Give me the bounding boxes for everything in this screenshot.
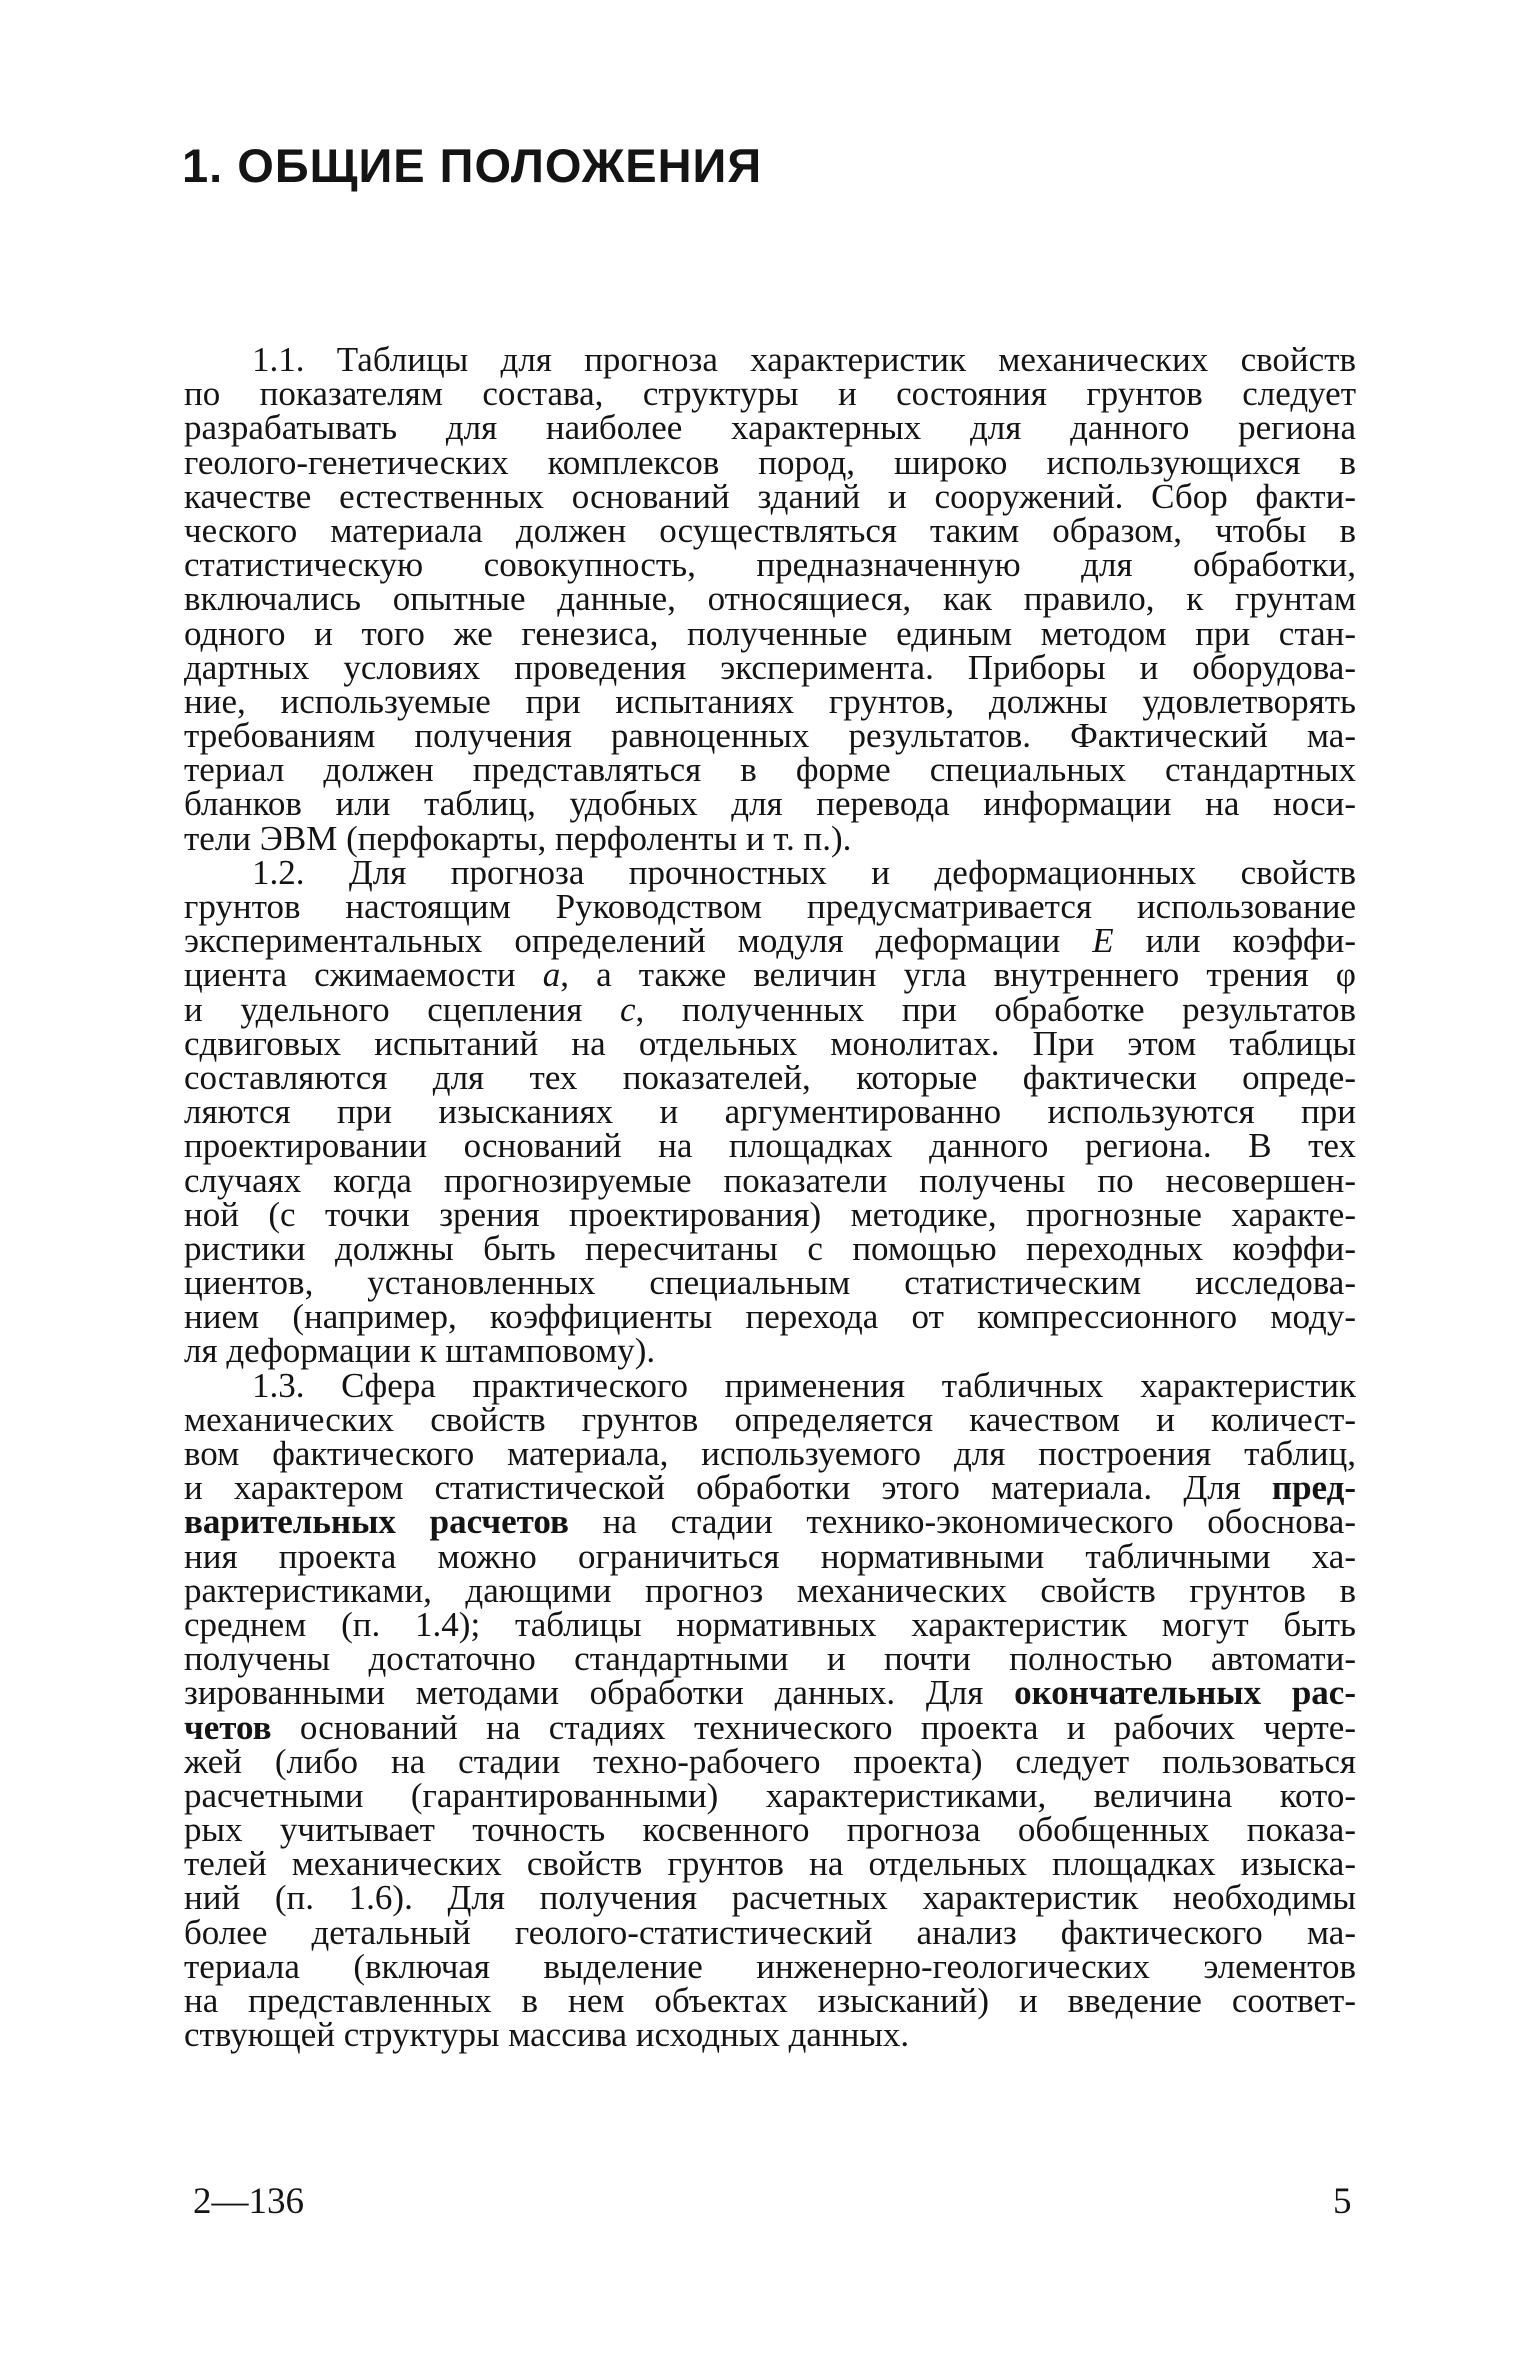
variable-a: a — [542, 955, 561, 995]
text-line: териала (включая выделение инженерно-геологических элементов — [184, 1946, 1356, 1986]
text-line: механических свойств грунтов определяется качеством и количест- — [184, 1399, 1356, 1439]
text-line: геолого-генетических комплексов пород, широко использующихся в — [184, 442, 1356, 482]
variable-e: E — [1092, 921, 1114, 961]
text-line: циента сжимаемости a, а также величин угла внутреннего трения φ — [184, 955, 1356, 995]
text-line: 1.2. Для прогноза прочностных и деформационных свойств — [252, 852, 1356, 892]
page-number: 5 — [1333, 2181, 1352, 2222]
body-text — [184, 340, 1357, 2055]
text-line: и характером статистической обработки этого материала. Для пред- — [184, 1468, 1356, 1508]
text-line: по показателям состава, структуры и состояния грунтов следует — [184, 374, 1356, 414]
text-line: расчетными (гарантированными) характеристиками, величина кото- — [184, 1775, 1356, 1815]
text-line: нием (например, коэффициенты перехода от компрессионного моду- — [184, 1297, 1356, 1337]
text-line: проектировании оснований на площадках данного региона. В тех — [184, 1126, 1356, 1166]
text-line: ческого материала должен осуществляться таким образом, чтобы в — [184, 510, 1356, 550]
text-line: получены достаточно стандартными и почти полностью автомати- — [184, 1639, 1356, 1679]
text-line: четов оснований на стадиях технического проекта и рабочих черте- — [184, 1707, 1356, 1747]
text-line: рых учитывает точность косвенного прогноза обобщенных показа- — [184, 1810, 1356, 1850]
text-line: грунтов настоящим Руководством предусматривается использование — [184, 887, 1356, 926]
text-line: вом фактического материала, используемого для построения таблиц, — [184, 1434, 1356, 1473]
text-line: тели ЭВМ (перфокарты, перфоленты и т. п.). — [184, 818, 852, 858]
text-line: жей (либо на стадии техно-рабочего проекта) следует пользоваться — [184, 1741, 1356, 1781]
text-line: 1.3. Сфера практического применения табличных характеристик — [252, 1365, 1356, 1405]
text-line: требованиям получения равноценных результатов. Фактический ма- — [184, 716, 1356, 756]
variable-c: c — [619, 989, 636, 1029]
bold-term: четов — [184, 1707, 272, 1747]
text-line: на представленных в нем объектах изысканий) и введение соответ- — [184, 1981, 1356, 2020]
text-line: статистическую совокупность, предназначенную для обработки, — [184, 545, 1356, 585]
text-line: рактеристиками, дающими прогноз механических свойств грунтов в — [184, 1570, 1356, 1610]
text-line: ствующей структуры массива исходных данных. — [184, 2015, 910, 2055]
section-heading: 1. ОБЩИЕ ПОЛОЖЕНИЯ — [182, 139, 763, 192]
text-line: включались опытные данные, относящиеся, как правило, к грунтам — [184, 579, 1356, 619]
text-line: варительных расчетов на стадии технико-экономического обоснова- — [184, 1502, 1356, 1542]
text-line: дартных условиях проведения эксперимента. Приборы и оборудова- — [184, 647, 1356, 687]
text-line: более детальный геолого-статистический анализ фактического ма- — [184, 1912, 1356, 1952]
text-line: ние, используемые при испытаниях грунтов, должны удовлетворять — [184, 681, 1356, 721]
text-line: и удельного сцепления c, полученных при обработке результатов — [184, 989, 1356, 1029]
text-line: териал должен представляться в форме специальных стандартных — [184, 750, 1356, 790]
text-line: ристики должны быть пересчитаны с помощью переходных коэффи- — [184, 1228, 1356, 1268]
text-line: среднем (п. 1.4); таблицы нормативных характеристик могут быть — [184, 1604, 1356, 1644]
text-line: ля деформации к штамповому). — [184, 1331, 656, 1371]
text-line: ний (п. 1.6). Для получения расчетных характеристик необходимы — [184, 1878, 1356, 1918]
bold-term: окончательных рас- — [1014, 1673, 1357, 1713]
text-line: одного и того же генезиса, полученные единым методом при стан- — [184, 613, 1356, 653]
text-line: разрабатывать для наиболее характерных для данного региона — [184, 408, 1356, 448]
signature-mark: 2—136 — [193, 2181, 304, 2222]
text-line: составляются для тех показателей, которые фактически опреде- — [184, 1057, 1356, 1097]
text-line: ляются при изысканиях и аргументированно используются при — [184, 1092, 1356, 1132]
text-line: циентов, установленных специальным статистическим исследова- — [184, 1263, 1356, 1303]
text-line: ной (с точки зрения проектирования) методике, прогнозные характе- — [184, 1194, 1356, 1234]
text-line: сдвиговых испытаний на отдельных монолитах. При этом таблицы — [184, 1023, 1356, 1063]
text-line: бланков или таблиц, удобных для перевода информации на носи- — [184, 784, 1356, 824]
text-line: случаях когда прогнозируемые показатели получены по несовершен- — [184, 1160, 1356, 1200]
bold-term: варительных расчетов — [184, 1502, 569, 1542]
bold-term: пред- — [1271, 1468, 1356, 1508]
text-line: зированными методами обработки данных. Для окончательных рас- — [184, 1673, 1357, 1713]
text-line: качестве естественных оснований зданий и сооружений. Сбор факти- — [184, 476, 1356, 516]
text-line: 1.1. Таблицы для прогноза характеристик механических свойств — [252, 340, 1356, 379]
text-line: телей механических свойств грунтов на отдельных площадках изыска- — [184, 1844, 1356, 1884]
text-line: экспериментальных определений модуля деформации E или коэффи- — [184, 921, 1357, 961]
text-line: ния проекта можно ограничиться нормативными табличными ха- — [184, 1536, 1356, 1576]
